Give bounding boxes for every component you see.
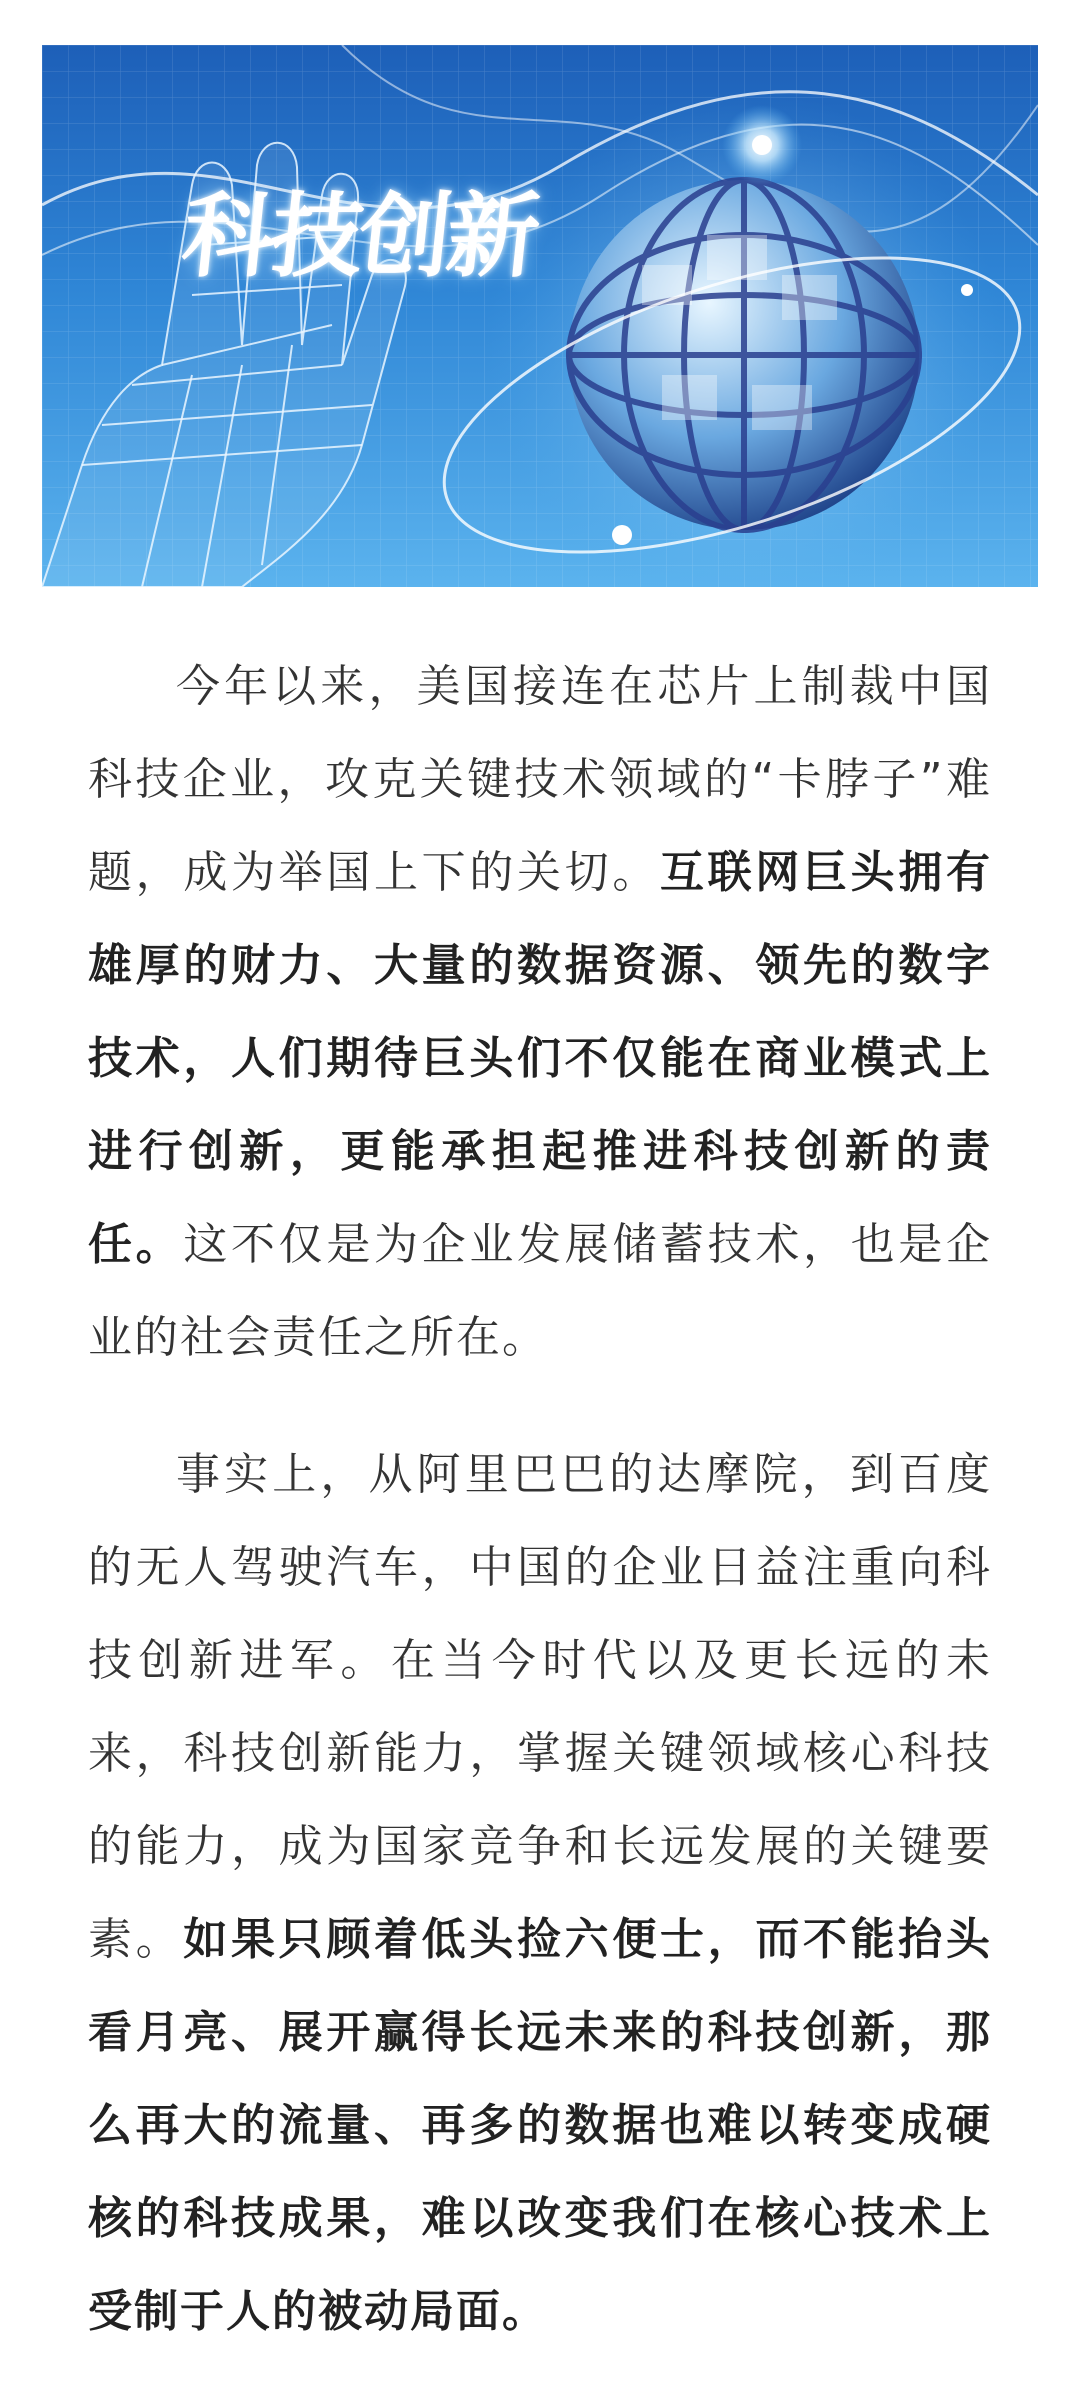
paragraph-2-lead: 事实上，从阿里巴巴的达摩院，到百度的无人驾驶汽车，中国的企业日益注重向科技创新进军。在当今时代以及更长远的未来，科技创新能力，掌握关键领域核心科技的能力，成为国家竞争和长远发展的关键要素。: [88, 1449, 992, 1965]
banner-artwork: [42, 45, 1038, 587]
paragraph-1-bold: 互联网巨头拥有雄厚的财力、大量的数据资源、领先的数字技术，人们期待巨头们不仅能在商业模式上进行创新，更能承担起推进科技创新的责任。: [88, 847, 992, 1270]
banner-image: [42, 45, 1038, 587]
paragraph-1: [88, 640, 992, 1384]
paragraph-1-tail: 这不仅是为企业发展储蓄技术，也是企业的社会责任之所在。: [88, 1219, 993, 1363]
paragraph-1-lead: 今年以来，美国接连在芯片上制裁中国科技企业，攻克关键技术领域的“卡脖子”难题，成为举国上下的关切。: [88, 661, 992, 898]
banner-title: 科技创新: [177, 182, 541, 290]
article-body: [88, 640, 992, 2402]
paragraph-2-bold: 如果只顾着低头捡六便士，而不能抬头看月亮、展开赢得长远未来的科技创新，那么再大的流量、再多的数据也难以转变成硬核的科技成果，难以改变我们在核心技术上受制于人的被动局面。: [88, 1914, 993, 2337]
paragraph-2: [88, 1428, 992, 2358]
